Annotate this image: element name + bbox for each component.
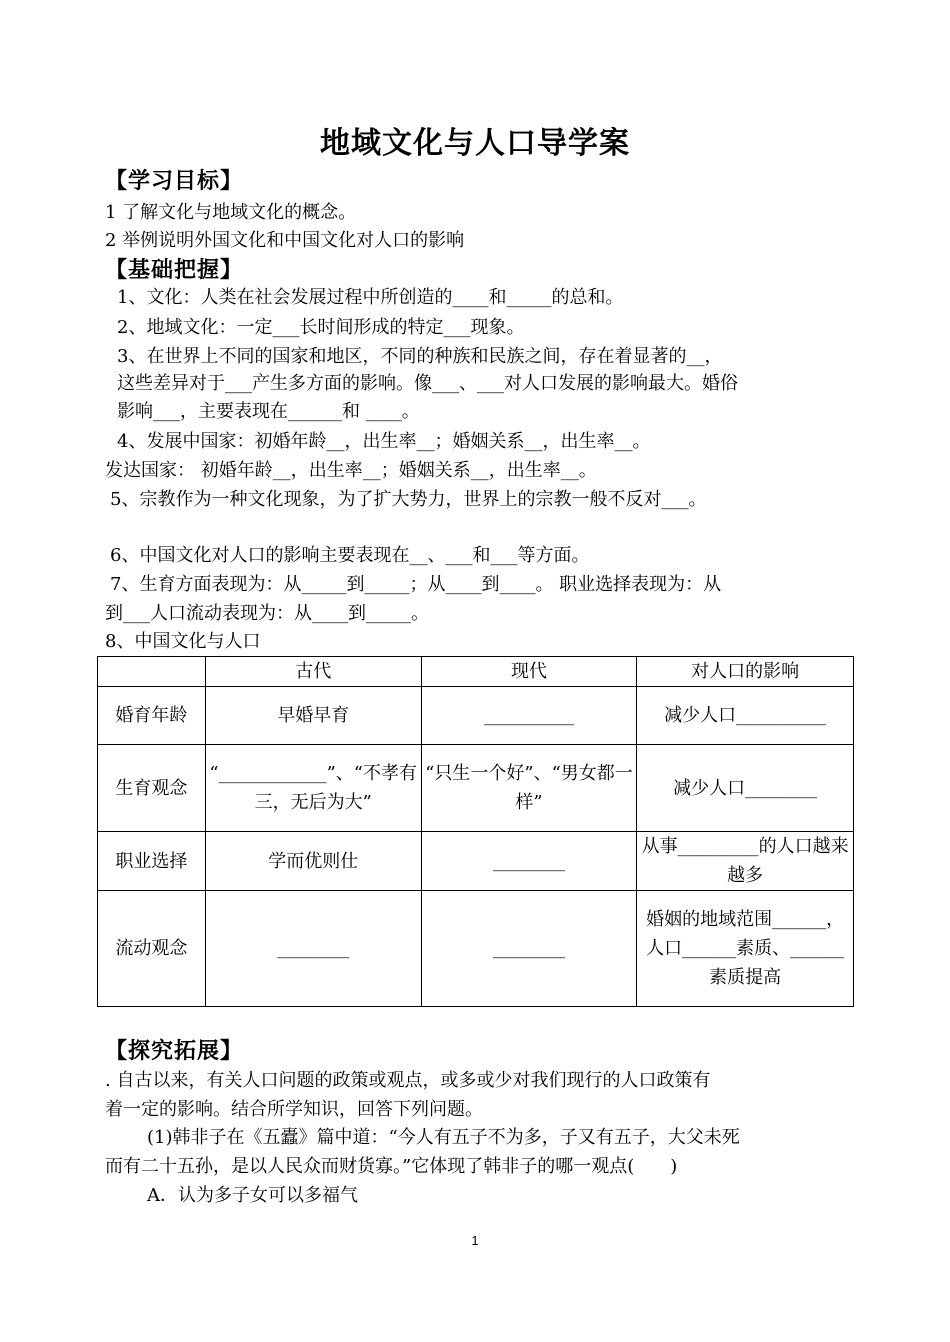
table-cell: __________ xyxy=(421,687,637,745)
section-heading-basics: 【基础把握】 xyxy=(105,257,244,283)
explore-line: 而有二十五孙，是以人民众而财货寡。”它体现了韩非子的哪一观点( ) xyxy=(105,1156,678,1177)
explore-option: A．认为多子女可以多福气 xyxy=(147,1185,358,1206)
explore-line: (1)韩非子在《五蠹》篇中道：“今人有五子不为多，子又有五子，大父未死 xyxy=(147,1127,740,1148)
table-cell: 从事_________的人口越来越多 xyxy=(637,832,854,891)
table-header-row xyxy=(98,657,854,687)
basics-line: 5、宗教作为一种文化现象，为了扩大势力，世界上的宗教一般不反对___。 xyxy=(110,489,707,510)
table-cell: “____________”、“不孝有三，无后为大” xyxy=(205,745,421,832)
basics-line: 2、地域文化：一定___长时间形成的特定___现象。 xyxy=(117,317,525,338)
page-title: 地域文化与人口导学案 xyxy=(320,126,630,161)
table-header-cell: 对人口的影响 xyxy=(637,657,854,687)
table-cell: 职业选择 xyxy=(98,832,206,891)
basics-line: 7、生育方面表现为：从_____到_____；从____到____。 职业选择表现为：从 xyxy=(110,574,722,595)
table-cell: ________ xyxy=(205,891,421,1007)
table-header-cell: 古代 xyxy=(205,657,421,687)
page-number: 1 xyxy=(471,1233,479,1248)
table-row xyxy=(98,687,854,745)
section-heading-goals: 【学习目标】 xyxy=(105,168,244,194)
table-header-cell xyxy=(98,657,206,687)
explore-line: . 自古以来，有关人口问题的政策或观点，或多或少对我们现行的人口政策有 xyxy=(105,1070,711,1091)
table-cell: 流动观念 xyxy=(98,891,206,1007)
basics-line: 3、在世界上不同的国家和地区，不同的种族和民族之间，存在着显著的__， xyxy=(117,346,723,367)
table-cell: 减少人口________ xyxy=(637,745,854,832)
table-cell: 婚育年龄 xyxy=(98,687,206,745)
goal-item: 1 了解文化与地域文化的概念。 xyxy=(105,202,357,223)
table-cell: 生育观念 xyxy=(98,745,206,832)
basics-line: 4、发展中国家：初婚年龄__，出生率__；婚姻关系__，出生率__。 xyxy=(117,431,651,452)
basics-line: 1、文化：人类在社会发展过程中所创造的____和_____的总和。 xyxy=(117,287,624,308)
table-cell: “只生一个好”、“男女都一样” xyxy=(421,745,637,832)
basics-line: 8、中国文化与人口 xyxy=(105,631,261,652)
basics-line: 发达国家： 初婚年龄__，出生率__；婚姻关系__，出生率__。 xyxy=(105,460,597,481)
table-row xyxy=(98,745,854,832)
table-cell: ________ xyxy=(421,832,637,891)
table-cell: 早婚早育 xyxy=(205,687,421,745)
explore-line: 着一定的影响。结合所学知识，回答下列问题。 xyxy=(105,1099,483,1120)
table-cell: 学而优则仕 xyxy=(205,832,421,891)
goal-item: 2 举例说明外国文化和中国文化对人口的影响 xyxy=(105,230,465,251)
table-row xyxy=(98,832,854,891)
table-row xyxy=(98,891,854,1007)
section-heading-explore: 【探究拓展】 xyxy=(105,1038,244,1064)
basics-line: 到___人口流动表现为：从____到_____。 xyxy=(105,603,429,624)
basics-line: 6、中国文化对人口的影响主要表现在__、___和___等方面。 xyxy=(110,545,590,566)
basics-line: 影响___，主要表现在______和 ____。 xyxy=(117,401,420,422)
culture-population-table xyxy=(97,656,854,1007)
basics-line: 这些差异对于___产生多方面的影响。像___、___对人口发展的影响最大。婚俗 xyxy=(117,373,738,394)
table-cell: ________ xyxy=(421,891,637,1007)
table-header-cell: 现代 xyxy=(421,657,637,687)
table-cell: 婚姻的地域范围______，人口______素质、______素质提高 xyxy=(637,891,854,1007)
table-cell: 减少人口__________ xyxy=(637,687,854,745)
